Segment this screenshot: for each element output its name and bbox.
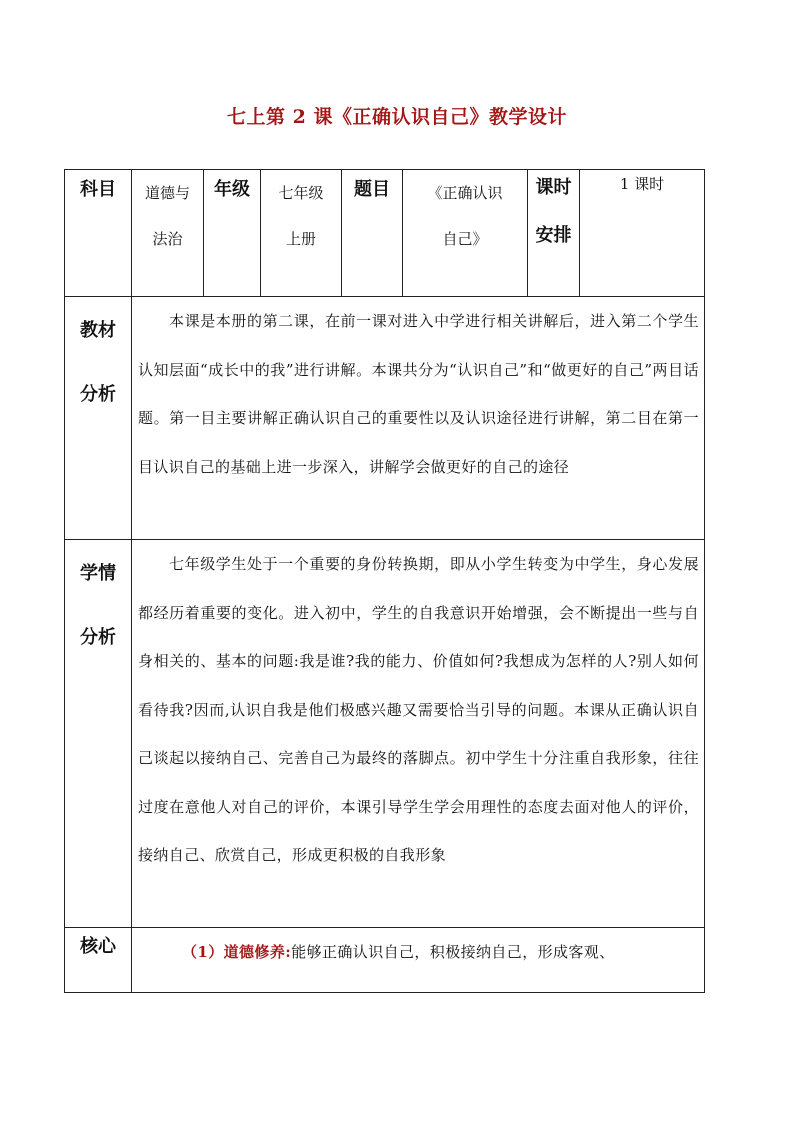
period-label-line1: 课时 [535,177,572,198]
topic-value-line1: 《正确认识 [427,184,503,202]
student-paragraph: 七年级学生处于一个重要的身份转换期，即从小学生转变为中学生，身心发展都经历着重要的变化。进入初中，学生的自我意识开始增强，会不断提出一些与自身相关的、基本的问题:我是谁?我的能力、价值如何?我想成为怎样的人?别人如何看待我?因而,认识自我是他们极感兴趣又需要恰当引导的问题。本课从正确认识自己谈起以接纳自己、完善自己为最终的落脚点。初中学生十分注重自我形象，往往过度在意他人对自己的评价，本课引导学生学会用理性的态度去面对他人的评价，接纳自己、欣赏自己，形成更积极的自我形象 [138,555,699,864]
period-value: 1 课时 [580,170,705,297]
subject-value-line1: 道德与 [144,184,190,202]
topic-value-line2: 自己》 [442,230,488,248]
student-label-line1: 学情 [80,563,116,584]
core-competency-text [132,928,705,993]
period-label [528,170,580,297]
core-row [65,928,705,993]
student-label [65,540,132,928]
topic-value [403,170,528,297]
grade-label: 年级 [204,170,261,297]
grade-value-line2: 上册 [285,230,316,248]
subject-value-line2: 法治 [152,230,183,248]
grade-value [261,170,342,297]
material-analysis-text [132,297,705,540]
grade-value-line1: 七年级 [278,184,324,202]
core-text: 能够正确认识自己，积极接纳自己，形成客观、 [291,943,615,961]
lesson-plan-table [64,169,705,993]
student-row [65,540,705,928]
topic-label: 题目 [342,170,403,297]
core-lead: （1）道德修养: [182,943,292,961]
core-label: 核心 [65,928,132,993]
subject-value [132,170,204,297]
material-label [65,297,132,540]
material-row [65,297,705,540]
student-label-line2: 分析 [80,627,116,648]
period-label-line2: 安排 [535,225,572,246]
header-row [65,170,705,297]
subject-label: 科目 [65,170,132,297]
material-label-line1: 教材 [80,320,116,341]
material-paragraph: 本课是本册的第二课，在前一课对进入中学进行相关讲解后，进入第二个学生认知层面“成长中的我”进行讲解。本课共分为“认识自己”和“做更好的自己”两目话题。第一目主要讲解正确认识自己的重要性以及认识途径进行讲解，第二目在第一目认识自己的基础上进一步深入，讲解学会做更好的自己的途径 [138,312,699,476]
student-analysis-text [132,540,705,928]
material-label-line2: 分析 [80,384,116,405]
document-title: 七上第 2 课《正确认识自己》教学设计 [227,106,567,128]
